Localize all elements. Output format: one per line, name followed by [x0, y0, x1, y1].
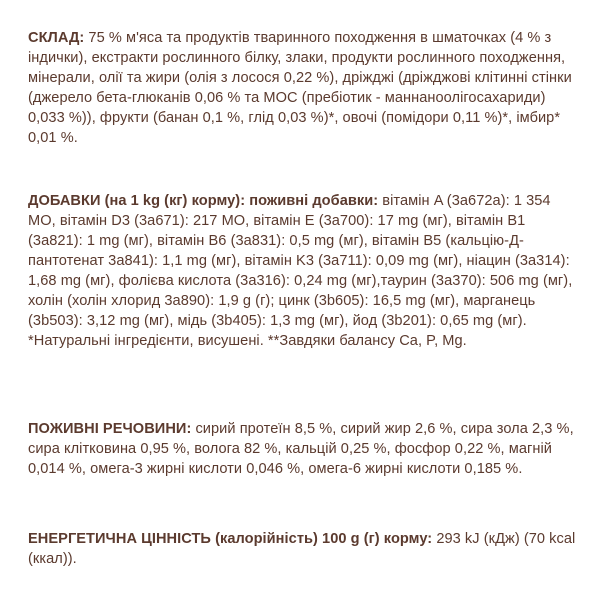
energy-title: ЕНЕРГЕТИЧНА ЦІННІСТЬ (калорійність) 100 g (г) корму: [28, 531, 433, 547]
energy-text: 293 kJ (кДж) (70 kcal (ккал)). [28, 531, 576, 567]
energy-section [28, 529, 576, 569]
nutrients-title: ПОЖИВНІ РЕЧОВИНИ: [28, 421, 192, 437]
composition-title: СКЛАД: [28, 30, 85, 46]
additives-subtitle: поживні добавки: [245, 193, 379, 209]
nutrients-text: сирий протеїн 8,5 %, сирий жир 2,6 %, сира зола 2,3 %, сира клітковина 0,95 %, волога 82 %, кальцій 0,25 %, фосфор 0,22 %, магній 0,014 %, омега-3 жирні кислоти 0,046 %, омега-6 жирні кислоти 0,185 %. [28, 421, 574, 477]
nutrients-section [28, 419, 576, 479]
composition-text: 75 % м'яса та продуктів тваринного походження в шматочках (4 % з індички), екстракти рослинного білку, злаки, продукти рослинного походження, мінерали, олії та жири (олія з лосося 0,22 %), дріжджі (дріжджові клітинні стінки (джерело бета-глюканів 0,06 % та МОС (пребіотик - маннаноолігосахариди) 0,033 %)), фрукти (банан 0,1 %, глід 0,03 %)*, овочі (помідори 0,11 %)*, імбир* 0,01 %. [28, 30, 572, 146]
additives-section [28, 191, 576, 351]
additives-title: ДОБАВКИ (на 1 kg (кг) корму): [28, 193, 246, 209]
composition-section [28, 28, 576, 148]
additives-text: вітамін A (3a672a): 1 354 МО, вітамін D3 (3a671): 217 МО, вітамін E (3a700): 17 mg (мг), вітамін B1 (3a821): 1 mg (мг), вітамін B6 (3a831): 0,5 mg (мг), вітамін B5 (кальцію-Д-пантотенат 3a841): 1,1 mg (мг), вітамін K3 (3a711): 0,09 mg (мг), ніацин (3a314): 1,68 mg (мг), фолієва кислота (3a316): 0,24 mg (мг),таурин (3a370): 506 mg (мг), холін (холін хлорид 3a890): 1,9 g (г); цинк (3b605): 16,5 mg (мг), марганець (3b503): 3,12 mg (мг), мідь (3b405): 1,3 mg (мг), йод (3b201): 0,65 mg (мг). *Натуральні інгредієнти, висушені. **Завдяки балансу Ca, P, Mg. [28, 193, 573, 349]
